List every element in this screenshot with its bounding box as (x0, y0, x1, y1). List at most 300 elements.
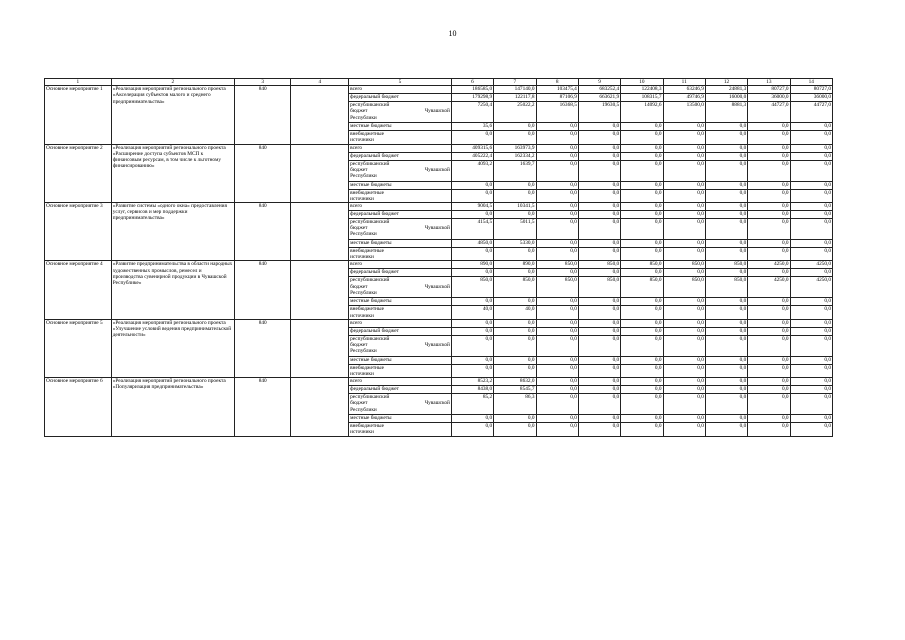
value-cell: 44727,0 (790, 102, 832, 123)
value-cell: 80727,0 (790, 86, 832, 94)
header-cell: 4 (291, 79, 349, 86)
source-local: местные бюджеты (349, 123, 452, 131)
value-cell: 0,0 (621, 298, 663, 306)
source-local: местные бюджеты (349, 356, 452, 364)
value-cell: 0,0 (705, 364, 747, 377)
source-republic-word: Чувашской (424, 166, 450, 173)
value-cell: 0,0 (790, 181, 832, 189)
source-republic-word: бюджет (350, 342, 368, 349)
value-cell: 0,0 (578, 415, 620, 423)
source-total: всего (349, 378, 452, 386)
value-cell: 0,0 (536, 189, 578, 202)
value-cell: 0,0 (705, 123, 747, 131)
measure-name: Основное мероприятие 5 (45, 319, 112, 377)
source-federal: федеральный бюджет (349, 152, 452, 160)
value-cell: 0,0 (705, 189, 747, 202)
value-cell: 0,0 (705, 386, 747, 394)
value-cell: 13500,0 (663, 102, 705, 123)
value-cell: 0,0 (621, 378, 663, 386)
value-cell: 0,0 (536, 306, 578, 319)
value-cell: 0,0 (663, 131, 705, 144)
value-cell: 36000,0 (748, 94, 790, 102)
value-cell: 0,0 (790, 131, 832, 144)
value-cell: 0,0 (451, 319, 493, 327)
value-cell: 0,0 (663, 219, 705, 240)
value-cell: 0,0 (494, 211, 536, 219)
value-cell: 0,0 (451, 415, 493, 423)
source-republic-word: бюджет (350, 225, 368, 232)
value-cell: 0,0 (790, 160, 832, 181)
source-republic-word: бюджет (350, 108, 368, 115)
value-cell: 0,0 (790, 319, 832, 327)
value-cell: 850,0 (621, 277, 663, 298)
value-cell: 0,0 (621, 211, 663, 219)
value-cell: 85,2 (451, 394, 493, 415)
source-extra (349, 189, 452, 202)
value-cell: 0,0 (790, 219, 832, 240)
value-cell: 86,3 (494, 394, 536, 415)
value-cell: 162334,2 (494, 152, 536, 160)
value-cell: 0,0 (705, 144, 747, 152)
value-cell: 0,0 (790, 240, 832, 248)
value-cell: 663621,9 (578, 94, 620, 102)
value-cell: 0,0 (621, 152, 663, 160)
source-extra (349, 248, 452, 261)
value-cell: 0,0 (705, 203, 747, 211)
header-cell: 5 (349, 79, 452, 86)
value-cell: 850,0 (494, 277, 536, 298)
value-cell: 0,0 (536, 319, 578, 327)
value-cell: 0,0 (705, 378, 747, 386)
value-cell: 0,0 (621, 306, 663, 319)
value-cell: 0,0 (748, 423, 790, 436)
measure-name: Основное мероприятие 4 (45, 261, 112, 319)
header-cell: 10 (621, 79, 663, 86)
responsible-code: 840 (234, 378, 290, 436)
value-cell: 0,0 (536, 386, 578, 394)
header-cell: 3 (234, 79, 290, 86)
value-cell: 40,0 (494, 306, 536, 319)
value-cell: 0,0 (663, 306, 705, 319)
value-cell: 0,0 (536, 240, 578, 248)
value-cell: 0,0 (494, 364, 536, 377)
source-local: местные бюджеты (349, 181, 452, 189)
source-total: всего (349, 261, 452, 269)
table-row (45, 203, 833, 211)
value-cell: 0,0 (663, 327, 705, 335)
value-cell: 0,0 (705, 131, 747, 144)
value-cell: 16368,5 (536, 102, 578, 123)
value-cell: 10341,5 (494, 203, 536, 211)
value-cell: 0,0 (621, 219, 663, 240)
table-row (45, 378, 833, 386)
source-extra-line: источники (350, 254, 374, 261)
source-republic-word: Чувашской (424, 108, 450, 115)
value-cell: 890,0 (451, 261, 493, 269)
measure-name: Основное мероприятие 3 (45, 203, 112, 261)
table-row (45, 86, 833, 94)
value-cell: 0,0 (578, 269, 620, 277)
source-republic (349, 335, 452, 356)
value-cell: 163973,9 (494, 144, 536, 152)
value-cell: 0,0 (621, 248, 663, 261)
value-cell: 0,0 (705, 152, 747, 160)
value-cell: 1639,7 (494, 160, 536, 181)
value-cell: 0,0 (621, 415, 663, 423)
value-cell: 0,0 (621, 386, 663, 394)
value-cell: 0,0 (451, 356, 493, 364)
value-cell: 0,0 (578, 364, 620, 377)
value-cell: 0,0 (705, 269, 747, 277)
responsible-code: 840 (234, 86, 290, 144)
source-republic-word: Чувашской (424, 342, 450, 349)
source-republic-line: Республики (350, 348, 377, 355)
source-republic-word: Чувашской (424, 283, 450, 290)
value-cell: 0,0 (748, 181, 790, 189)
value-cell: 35,6 (451, 123, 493, 131)
empty-cell (291, 203, 349, 261)
value-cell: 0,0 (536, 144, 578, 152)
value-cell: 0,0 (790, 123, 832, 131)
value-cell: 0,0 (451, 423, 493, 436)
source-republic (349, 102, 452, 123)
source-total: всего (349, 86, 452, 94)
value-cell: 0,0 (748, 394, 790, 415)
value-cell: 19630,5 (578, 102, 620, 123)
value-cell: 683252,4 (578, 86, 620, 94)
value-cell: 0,0 (748, 248, 790, 261)
value-cell: 0,0 (621, 423, 663, 436)
source-republic-line: республиканский (350, 335, 390, 342)
value-cell: 0,0 (578, 386, 620, 394)
measure-title: «Реализация мероприятий регионального проекта «Расширение доступа субъектов МСП к финансовым ресурсам, в том числе к льготному финансированию» (111, 144, 234, 202)
value-cell: 0,0 (578, 189, 620, 202)
header-cell: 14 (790, 79, 832, 86)
value-cell: 0,0 (748, 356, 790, 364)
value-cell: 0,0 (536, 394, 578, 415)
header-cell: 9 (578, 79, 620, 86)
value-cell: 0,0 (621, 144, 663, 152)
value-cell: 0,0 (621, 123, 663, 131)
value-cell: 0,0 (494, 327, 536, 335)
source-republic-line: республиканский (350, 160, 390, 167)
value-cell: 103475,4 (536, 86, 578, 94)
value-cell: 0,0 (790, 203, 832, 211)
value-cell: 0,0 (621, 394, 663, 415)
value-cell: 0,0 (748, 269, 790, 277)
source-extra-line: внебюджетные (350, 248, 384, 255)
value-cell: 0,0 (536, 211, 578, 219)
value-cell: 850,0 (578, 261, 620, 269)
source-republic-line: республиканский (350, 394, 390, 401)
value-cell: 0,0 (790, 211, 832, 219)
value-cell: 0,0 (663, 144, 705, 152)
header-cell: 11 (663, 79, 705, 86)
source-extra (349, 364, 452, 377)
value-cell: 850,0 (578, 277, 620, 298)
value-cell: 0,0 (663, 378, 705, 386)
value-cell: 0,0 (621, 181, 663, 189)
value-cell: 0,0 (705, 219, 747, 240)
value-cell: 0,0 (494, 423, 536, 436)
value-cell: 0,0 (578, 423, 620, 436)
measure-name: Основное мероприятие 6 (45, 378, 112, 436)
value-cell: 0,0 (705, 181, 747, 189)
measure-title: «Реализация мероприятий регионального проекта «Акселерация субъектов малого и среднего предпринимательства» (111, 86, 234, 144)
value-cell: 4250,0 (748, 277, 790, 298)
value-cell: 0,0 (536, 415, 578, 423)
value-cell: 0,0 (663, 364, 705, 377)
source-extra-line: внебюджетные (350, 423, 384, 430)
value-cell: 0,0 (621, 240, 663, 248)
value-cell: 4250,0 (748, 261, 790, 269)
value-cell: 8545,7 (494, 386, 536, 394)
value-cell: 0,0 (536, 219, 578, 240)
value-cell: 0,0 (536, 298, 578, 306)
value-cell: 0,0 (748, 364, 790, 377)
value-cell: 0,0 (578, 219, 620, 240)
value-cell: 0,0 (790, 144, 832, 152)
source-extra (349, 306, 452, 319)
value-cell: 0,0 (578, 240, 620, 248)
value-cell: 850,0 (663, 277, 705, 298)
value-cell: 80727,0 (748, 86, 790, 94)
value-cell: 0,0 (536, 269, 578, 277)
value-cell: 0,0 (578, 394, 620, 415)
empty-cell (291, 144, 349, 202)
measure-title: «Развитие системы «одного окна» предоставления услуг, сервисов и мер поддержки предпринимательства» (111, 203, 234, 261)
value-cell: 5011,5 (494, 219, 536, 240)
value-cell: 0,0 (748, 415, 790, 423)
source-republic (349, 160, 452, 181)
value-cell: 0,0 (536, 248, 578, 261)
source-federal: федеральный бюджет (349, 327, 452, 335)
value-cell: 0,0 (536, 356, 578, 364)
header-cell: 7 (494, 79, 536, 86)
measure-title: «Развитие предпринимательства в области народных художественных промыслов, ремесел и производства сувенирной продукции в Чувашской Республике» (111, 261, 234, 319)
value-cell: 0,0 (578, 203, 620, 211)
value-cell: 0,0 (705, 298, 747, 306)
value-cell: 0,0 (663, 240, 705, 248)
value-cell: 0,0 (663, 319, 705, 327)
empty-cell (291, 378, 349, 436)
header-cell: 13 (748, 79, 790, 86)
value-cell: 0,0 (748, 240, 790, 248)
value-cell: 0,0 (578, 298, 620, 306)
value-cell: 0,0 (536, 131, 578, 144)
value-cell: 0,0 (621, 364, 663, 377)
source-federal: федеральный бюджет (349, 94, 452, 102)
value-cell: 4154,5 (451, 219, 493, 240)
value-cell: 5330,0 (494, 240, 536, 248)
value-cell: 0,0 (621, 356, 663, 364)
value-cell: 0,0 (494, 415, 536, 423)
value-cell: 0,0 (536, 327, 578, 335)
source-local: местные бюджеты (349, 298, 452, 306)
value-cell: 9004,5 (451, 203, 493, 211)
value-cell: 0,0 (578, 319, 620, 327)
source-republic-word: бюджет (350, 166, 368, 173)
value-cell: 0,0 (790, 298, 832, 306)
value-cell: 0,0 (621, 160, 663, 181)
value-cell: 0,0 (705, 240, 747, 248)
source-extra-line: источники (350, 429, 374, 436)
value-cell: 0,0 (705, 248, 747, 261)
source-federal: федеральный бюджет (349, 211, 452, 219)
value-cell: 0,0 (748, 152, 790, 160)
value-cell: 0,0 (621, 189, 663, 202)
value-cell: 0,0 (748, 378, 790, 386)
value-cell: 0,0 (621, 335, 663, 356)
value-cell: 0,0 (578, 327, 620, 335)
header-cell: 12 (705, 79, 747, 86)
value-cell: 0,0 (621, 131, 663, 144)
source-extra-line: источники (350, 371, 374, 378)
value-cell: 0,0 (748, 386, 790, 394)
value-cell: 850,0 (536, 261, 578, 269)
value-cell: 850,0 (705, 277, 747, 298)
value-cell: 0,0 (748, 335, 790, 356)
source-republic-line: республиканский (350, 277, 390, 284)
value-cell: 0,0 (790, 327, 832, 335)
value-cell: 40,0 (451, 306, 493, 319)
value-cell: 0,0 (790, 364, 832, 377)
source-extra-line: внебюджетные (350, 189, 384, 196)
value-cell: 0,0 (748, 131, 790, 144)
value-cell: 0,0 (663, 248, 705, 261)
value-cell: 0,0 (663, 181, 705, 189)
value-cell: 0,0 (663, 152, 705, 160)
source-republic-line: Республики (350, 231, 377, 238)
value-cell: 122408,3 (621, 86, 663, 94)
value-cell: 0,0 (705, 211, 747, 219)
value-cell: 8438,0 (451, 386, 493, 394)
source-republic-line: республиканский (350, 219, 390, 226)
value-cell: 0,0 (790, 152, 832, 160)
value-cell: 0,0 (536, 203, 578, 211)
source-extra-line: источники (350, 137, 374, 144)
source-total: всего (349, 319, 452, 327)
value-cell: 0,0 (663, 415, 705, 423)
value-cell: 0,0 (536, 423, 578, 436)
value-cell: 0,0 (790, 356, 832, 364)
value-cell: 0,0 (663, 189, 705, 202)
value-cell: 0,0 (705, 306, 747, 319)
header-row (45, 79, 833, 86)
value-cell: 8523,2 (451, 378, 493, 386)
table-body (45, 79, 833, 437)
empty-cell (291, 319, 349, 377)
value-cell: 147140,0 (494, 86, 536, 94)
value-cell: 0,0 (663, 423, 705, 436)
value-cell: 0,0 (494, 335, 536, 356)
value-cell: 0,0 (578, 123, 620, 131)
value-cell: 0,0 (748, 123, 790, 131)
value-cell: 16000,0 (705, 94, 747, 102)
value-cell: 0,0 (663, 211, 705, 219)
header-cell: 6 (451, 79, 493, 86)
value-cell: 0,0 (790, 189, 832, 202)
value-cell: 4250,0 (790, 261, 832, 269)
value-cell: 0,0 (536, 152, 578, 160)
source-total: всего (349, 203, 452, 211)
value-cell: 0,0 (705, 394, 747, 415)
value-cell: 0,0 (705, 423, 747, 436)
value-cell: 0,0 (748, 211, 790, 219)
value-cell: 0,0 (578, 211, 620, 219)
value-cell: 36000,0 (790, 94, 832, 102)
source-republic-word: бюджет (350, 400, 368, 407)
value-cell: 0,0 (536, 160, 578, 181)
value-cell: 0,0 (621, 319, 663, 327)
value-cell: 0,0 (663, 386, 705, 394)
value-cell: 0,0 (663, 298, 705, 306)
value-cell: 0,0 (451, 269, 493, 277)
value-cell: 850,0 (621, 261, 663, 269)
value-cell: 87106,9 (536, 94, 578, 102)
source-local: местные бюджеты (349, 415, 452, 423)
source-federal: федеральный бюджет (349, 386, 452, 394)
header-cell: 8 (536, 79, 578, 86)
source-republic-line: Республики (350, 173, 377, 180)
value-cell: 25022,2 (494, 102, 536, 123)
responsible-code: 840 (234, 319, 290, 377)
value-cell: 0,0 (663, 394, 705, 415)
value-cell: 0,0 (494, 269, 536, 277)
value-cell: 0,0 (494, 248, 536, 261)
source-republic (349, 394, 452, 415)
value-cell: 0,0 (663, 269, 705, 277)
value-cell: 0,0 (663, 356, 705, 364)
value-cell: 7250,4 (451, 102, 493, 123)
value-cell: 0,0 (705, 319, 747, 327)
value-cell: 850,0 (663, 261, 705, 269)
source-republic-word: Чувашской (424, 225, 450, 232)
value-cell: 0,0 (790, 378, 832, 386)
value-cell: 890,0 (494, 261, 536, 269)
value-cell: 0,0 (790, 335, 832, 356)
value-cell: 0,0 (536, 335, 578, 356)
value-cell: 179298,9 (451, 94, 493, 102)
value-cell: 0,0 (451, 131, 493, 144)
value-cell: 405222,4 (451, 152, 493, 160)
value-cell: 0,0 (663, 203, 705, 211)
empty-cell (291, 86, 349, 144)
value-cell: 0,0 (748, 219, 790, 240)
value-cell: 0,0 (494, 189, 536, 202)
value-cell: 0,0 (451, 364, 493, 377)
value-cell: 0,0 (748, 189, 790, 202)
table-row (45, 319, 833, 327)
source-republic-word: Чувашской (424, 400, 450, 407)
source-extra (349, 131, 452, 144)
value-cell: 850,0 (536, 277, 578, 298)
source-extra (349, 423, 452, 436)
value-cell: 0,0 (705, 327, 747, 335)
value-cell: 0,0 (494, 319, 536, 327)
header-cell: 2 (111, 79, 234, 86)
value-cell: 409315,6 (451, 144, 493, 152)
value-cell: 0,0 (790, 423, 832, 436)
value-cell: 0,0 (536, 181, 578, 189)
value-cell: 0,0 (663, 160, 705, 181)
value-cell: 122117,8 (494, 94, 536, 102)
value-cell: 108315,7 (621, 94, 663, 102)
value-cell: 0,0 (705, 356, 747, 364)
source-federal: федеральный бюджет (349, 269, 452, 277)
empty-cell (291, 261, 349, 319)
responsible-code: 840 (234, 261, 290, 319)
